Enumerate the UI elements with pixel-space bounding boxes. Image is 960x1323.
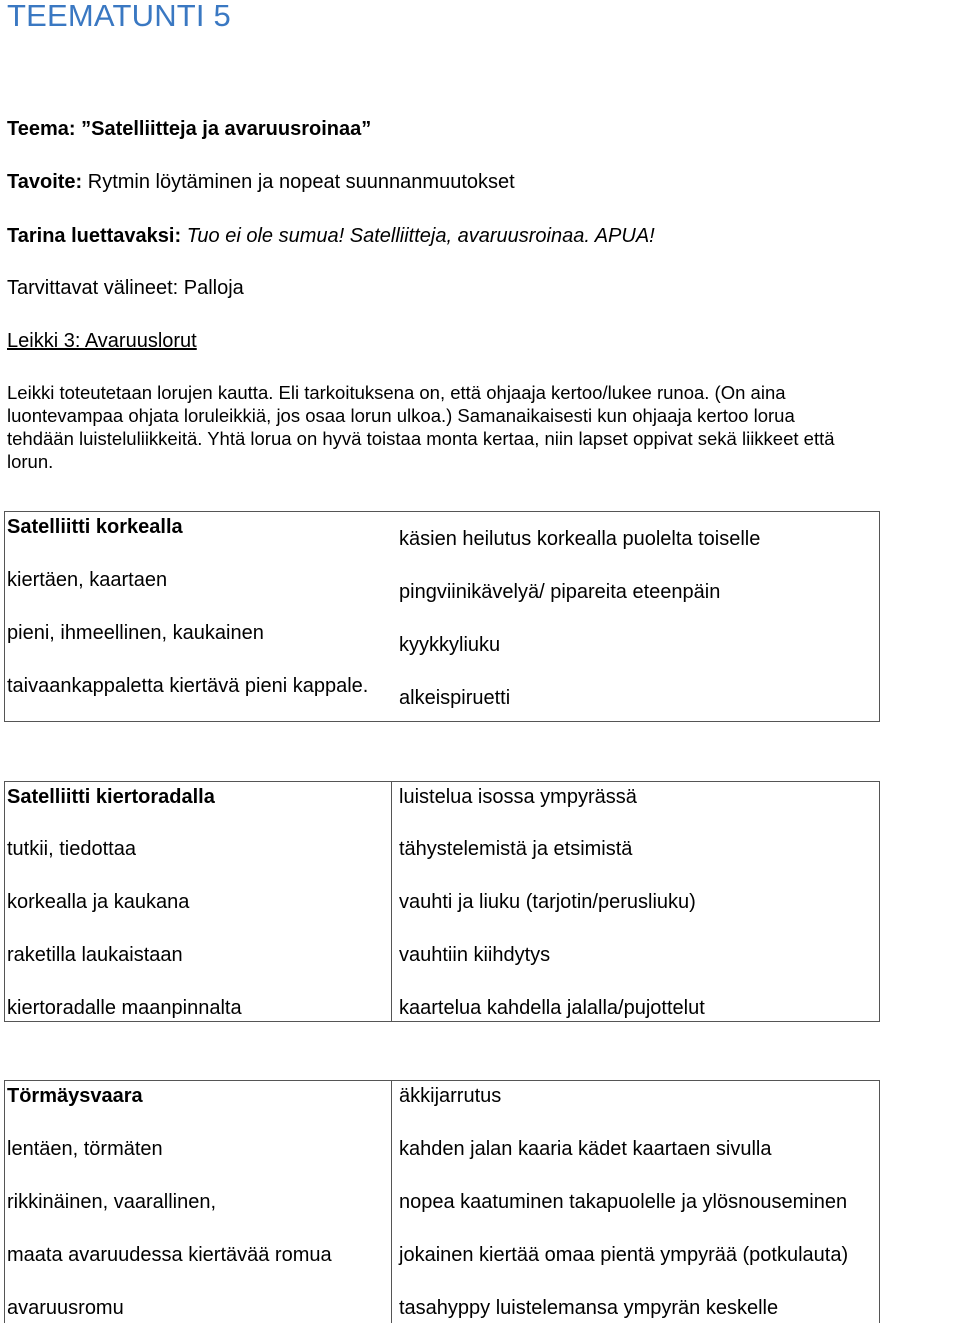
equipment-label: Tarvittavat välineet: [7, 277, 179, 299]
table-cell-right: äkkijarrutus [399, 1085, 502, 1107]
table-cell-left: Törmäysvaara [7, 1085, 143, 1107]
table-cell-left: kiertäen, kaartaen [7, 569, 168, 591]
rhyme-table-satellite-high [4, 511, 880, 722]
table-cell-left: raketilla laukaistaan [7, 944, 183, 966]
theme-label: Teema: [7, 118, 76, 140]
goal-label: Tavoite: [7, 171, 83, 193]
story-line [7, 224, 655, 248]
table-cell-left: kiertoradalle maanpinnalta [7, 997, 242, 1019]
rhyme-table-collision [4, 1080, 880, 1323]
table-cell-right: nopea kaatuminen takapuolelle ja ylösnouseminen [399, 1191, 848, 1213]
table-cell-right: jokainen kiertää omaa pientä ympyrää (potkulauta) [399, 1244, 849, 1266]
table-cell-right: pingviinikävelyä/ pipareita eteenpäin [399, 581, 721, 603]
table-cell-left: lentäen, törmäten [7, 1138, 163, 1160]
table-cell-right: tasahyppy luistelemansa ympyrän keskelle [399, 1297, 779, 1319]
table-cell-left: pieni, ihmeellinen, kaukainen [7, 622, 264, 644]
intro-line: lorun. [7, 451, 54, 472]
goal-value: Rytmin löytäminen ja nopeat suunnanmuutokset [87, 171, 515, 193]
goal-line [7, 170, 515, 194]
table-cell-right: alkeispiruetti [399, 687, 511, 709]
game-heading: Leikki 3: Avaruuslorut [7, 330, 197, 352]
rhyme-table-satellite-orbit [4, 781, 880, 1022]
column-divider [391, 782, 392, 1021]
intro-line: luontevampaa ohjata loruleikkiä, jos osaa lorun ulkoa.) Samanaikaisesti kun ohjaaja kertoo lorua [7, 405, 795, 426]
theme-line [7, 117, 371, 141]
table-cell-left: Satelliitti kiertoradalla [7, 786, 215, 808]
intro-line: tehdään luisteluliikkeitä. Yhtä lorua on hyvä toistaa monta kertaa, niin lapset oppivat sekä liikkeet että [7, 428, 835, 449]
table-cell-right: kahden jalan kaaria kädet kaartaen sivulla [399, 1138, 772, 1160]
intro-line: Leikki toteutetaan lorujen kautta. Eli tarkoituksena on, että ohjaaja kertoo/lukee runoa. (On aina [7, 382, 786, 403]
story-value: Tuo ei ole sumua! Satelliitteja, avaruusroinaa. APUA! [186, 225, 655, 247]
table-cell-left: avaruusromu [7, 1297, 124, 1319]
table-cell-left: tutkii, tiedottaa [7, 838, 136, 860]
intro-paragraph [7, 381, 960, 473]
table-cell-left: Satelliitti korkealla [7, 516, 183, 538]
table-cell-right: vauhtiin kiihdytys [399, 944, 551, 966]
table-cell-left: rikkinäinen, vaarallinen, [7, 1191, 217, 1213]
table-cell-left: taivaankappaletta kiertävä pieni kappale. [7, 675, 369, 697]
table-cell-left: maata avaruudessa kiertävää romua [7, 1244, 332, 1266]
story-label: Tarina luettavaksi: [7, 225, 182, 247]
column-divider [391, 1081, 392, 1323]
equipment-value: Palloja [183, 277, 244, 299]
table-cell-left: korkealla ja kaukana [7, 891, 190, 913]
table-cell-right: vauhti ja liuku (tarjotin/perusliuku) [399, 891, 696, 913]
table-cell-right: kyykkyliuku [399, 634, 501, 656]
theme-value: ”Satelliitteja ja avaruusroinaa” [81, 118, 372, 140]
table-cell-right: tähystelemistä ja etsimistä [399, 838, 633, 860]
page-title: TEEMATUNTI 5 [7, 0, 232, 33]
table-cell-right: käsien heilutus korkealla puolelta toiselle [399, 528, 761, 550]
equipment-line [7, 276, 244, 300]
table-cell-right: kaartelua kahdella jalalla/pujottelut [399, 997, 705, 1019]
table-cell-right: luistelua isossa ympyrässä [399, 786, 637, 808]
